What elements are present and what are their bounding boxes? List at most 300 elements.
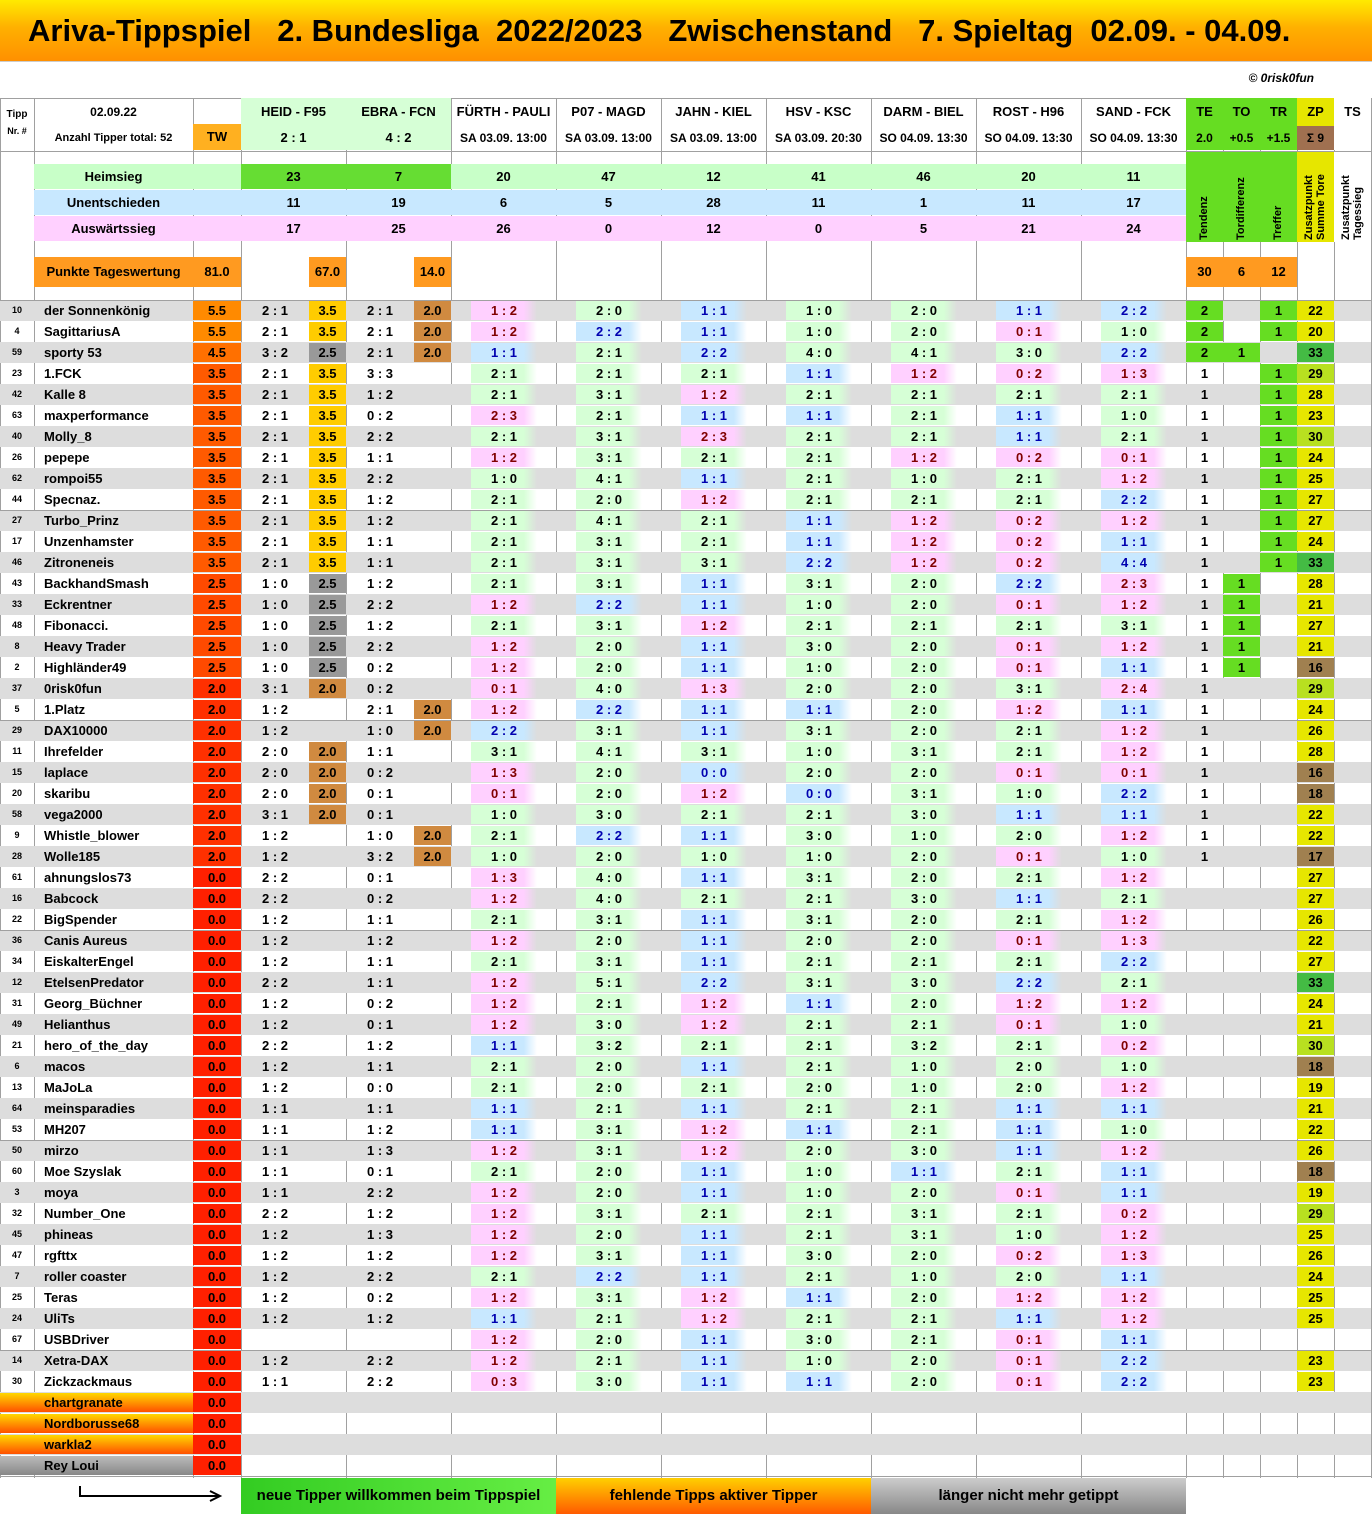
tipper-nr: 22 xyxy=(11,914,22,924)
tip: 1 : 1 xyxy=(1101,1183,1167,1202)
tip xyxy=(346,1414,414,1433)
tw-points: 3.5 xyxy=(193,385,241,404)
match-teams: EBRA - FCN xyxy=(346,98,451,126)
tip: 2 : 1 xyxy=(786,1225,852,1244)
tip: 1 : 1 xyxy=(366,1059,393,1074)
tipper-nr: 62 xyxy=(11,473,22,483)
te-points: 1 xyxy=(1200,387,1209,402)
tipper-name: chartgranate xyxy=(0,1393,193,1412)
tip: 1 : 2 xyxy=(1101,994,1167,1013)
tip: 1 : 1 xyxy=(681,322,747,341)
tip: 0 : 1 xyxy=(996,595,1062,614)
tw-points: 2.0 xyxy=(193,784,241,803)
table-row xyxy=(0,1098,1371,1119)
tip: 2 : 0 xyxy=(891,1246,957,1265)
table-row xyxy=(0,531,1371,552)
tip: 2 : 1 xyxy=(1101,427,1167,446)
stat-value: 20 xyxy=(976,164,1081,189)
zp-points: 22 xyxy=(1297,1120,1334,1139)
table-row xyxy=(0,1329,1371,1350)
tip: 0 : 1 xyxy=(366,1017,393,1032)
tip: 2 : 0 xyxy=(786,931,852,950)
tipper-name: Babcock xyxy=(44,891,99,906)
tipper-name: Wolle185 xyxy=(44,849,101,864)
tipper-nr: 36 xyxy=(11,935,22,945)
stat-value: 23 xyxy=(241,164,346,189)
tip: 1 : 1 xyxy=(471,1309,537,1328)
legend-inactive: länger nicht mehr getippt xyxy=(871,1478,1186,1514)
tip: 1 : 2 xyxy=(261,1227,288,1242)
tipper-nr: 27 xyxy=(11,515,22,525)
tip: 3 : 1 xyxy=(576,1141,642,1160)
tip: 1 : 2 xyxy=(471,1183,537,1202)
tip: 1 : 1 xyxy=(681,1099,747,1118)
zp-points: 29 xyxy=(1297,679,1334,698)
tipper-name: Georg_Büchner xyxy=(44,996,143,1011)
tw-points: 0.0 xyxy=(193,1246,241,1265)
tip: 1 : 2 xyxy=(366,1206,393,1221)
tip: 1 : 1 xyxy=(471,1120,537,1139)
tip: 1 : 2 xyxy=(1101,1309,1167,1328)
tw-points: 0.0 xyxy=(193,1456,241,1475)
tip: 1 : 1 xyxy=(681,952,747,971)
stat-value: 41 xyxy=(766,164,871,189)
tip: 4 : 1 xyxy=(576,511,642,530)
tip: 1 : 2 xyxy=(681,1141,747,1160)
tipper-nr: 6 xyxy=(14,1061,20,1071)
tip: 3 : 0 xyxy=(786,826,852,845)
tip xyxy=(346,1456,414,1475)
tw-header: TW xyxy=(193,124,241,150)
zp-points: 27 xyxy=(1297,868,1334,887)
tipper-name: macos xyxy=(44,1059,86,1074)
tip: 2 : 1 xyxy=(996,616,1062,635)
page-title: Ariva-Tippspiel 2. Bundesliga 2022/2023 Zwischenstand 7. Spieltag 02.09. - 04.09. xyxy=(0,0,1372,62)
tr-points: 1 xyxy=(1260,532,1297,551)
tip: 2 : 1 xyxy=(786,1204,852,1223)
tip: 1 : 1 xyxy=(681,637,747,656)
table-row xyxy=(0,762,1371,783)
tipper-name: hero_of_the_day xyxy=(44,1038,149,1053)
tip: 0 : 1 xyxy=(366,1164,393,1179)
tip: 2 : 1 xyxy=(996,1036,1062,1055)
tip: 2 : 1 xyxy=(471,1057,537,1076)
tip: 2 : 1 xyxy=(681,448,747,467)
tip: 1 : 2 xyxy=(471,1225,537,1244)
tip: 1 : 1 xyxy=(681,658,747,677)
zp-points: 20 xyxy=(1297,322,1334,341)
tip: 2 : 0 xyxy=(576,637,642,656)
tipper-nr: 9 xyxy=(14,830,20,840)
tipper-nr: 11 xyxy=(12,746,22,756)
tip: 1 : 1 xyxy=(681,301,747,320)
tip: 2 : 0 xyxy=(891,868,957,887)
te-points: 1 xyxy=(1200,513,1209,528)
zp-points: 21 xyxy=(1297,637,1334,656)
tip: 0 : 2 xyxy=(366,765,393,780)
tip: 1 : 0 xyxy=(891,826,957,845)
table-row xyxy=(0,888,1371,909)
tip: 0 : 2 xyxy=(366,891,393,906)
tip: 1 : 1 xyxy=(1101,658,1167,677)
tip: 2 : 2 xyxy=(1101,301,1167,320)
tipper-nr: 28 xyxy=(11,851,22,861)
table-row xyxy=(0,1413,1371,1434)
tip: 2 : 0 xyxy=(891,658,957,677)
tip: 1 : 0 xyxy=(786,1183,852,1202)
tip: 1 : 1 xyxy=(1101,1162,1167,1181)
stat-value: 26 xyxy=(451,216,556,241)
table-row xyxy=(0,468,1371,489)
tipper-nr: 34 xyxy=(11,956,22,966)
tw-points: 3.5 xyxy=(193,490,241,509)
tip: 3 : 0 xyxy=(891,973,957,992)
tip: 1 : 1 xyxy=(1101,1099,1167,1118)
tip: 1 : 2 xyxy=(261,1290,288,1305)
to-points: 1 xyxy=(1223,658,1260,677)
tip: 1 : 2 xyxy=(471,637,537,656)
tip: 0 : 2 xyxy=(1101,1036,1167,1055)
tip: 0 : 1 xyxy=(996,658,1062,677)
stat-value: 11 xyxy=(1081,164,1186,189)
tipper-nr: 16 xyxy=(11,893,22,903)
tip: 2 : 1 xyxy=(786,490,852,509)
tw-points: 2.0 xyxy=(193,700,241,719)
tipper-name: EiskalterEngel xyxy=(44,954,134,969)
tipper-nr: 30 xyxy=(11,1376,22,1386)
tip: 2 : 2 xyxy=(366,1353,393,1368)
tip: 1 : 2 xyxy=(681,1120,747,1139)
tw-points: 4.5 xyxy=(193,343,241,362)
stat-value: 1 xyxy=(871,190,976,215)
te-points: 1 xyxy=(1200,597,1209,612)
match-points: 3.5 xyxy=(309,469,346,488)
tip: 1 : 2 xyxy=(261,912,288,927)
tip: 1 : 1 xyxy=(681,1183,747,1202)
match-teams: P07 - MAGD xyxy=(571,104,646,119)
zp-points: 26 xyxy=(1297,910,1334,929)
match-points: 3.5 xyxy=(309,490,346,509)
tip: 0 : 2 xyxy=(1101,1204,1167,1223)
tw-points: 0.0 xyxy=(193,1057,241,1076)
tip: 2 : 1 xyxy=(786,952,852,971)
tipper-nr: 23 xyxy=(11,368,22,378)
zp-points: 28 xyxy=(1297,742,1334,761)
match-points: 2.0 xyxy=(309,763,346,782)
tip: 1 : 2 xyxy=(261,933,288,948)
tip: 3 : 0 xyxy=(786,1246,852,1265)
tip: 2 : 1 xyxy=(996,490,1062,509)
zp-points: 26 xyxy=(1297,1141,1334,1160)
tipper-nr: 53 xyxy=(11,1124,22,1134)
table-row xyxy=(0,657,1371,678)
match-points: 2.0 xyxy=(414,847,451,866)
tip: 1 : 2 xyxy=(681,1309,747,1328)
table-row xyxy=(0,720,1371,741)
zp-points: 19 xyxy=(1297,1078,1334,1097)
tipper-nr: 17 xyxy=(11,536,22,546)
tip: 2 : 2 xyxy=(471,721,537,740)
tip: 1 : 2 xyxy=(1101,1288,1167,1307)
table-row xyxy=(0,1371,1371,1392)
tip: 1 : 2 xyxy=(1101,637,1167,656)
tipper-name: Specnaz. xyxy=(44,492,101,507)
tip: 2 : 3 xyxy=(471,406,537,425)
vertical-label: Tordifferenz xyxy=(1235,177,1247,240)
tw-points: 0.0 xyxy=(193,973,241,992)
tw-points: 0.0 xyxy=(193,910,241,929)
tip: 1 : 2 xyxy=(366,618,393,633)
tip: 2 : 2 xyxy=(261,1038,288,1053)
table-row xyxy=(0,909,1371,930)
tipper-name: Unzenhamster xyxy=(44,534,134,549)
te-points: 1 xyxy=(1200,849,1209,864)
tip: 1 : 1 xyxy=(681,595,747,614)
tip xyxy=(241,1393,309,1412)
match-points: 2.0 xyxy=(414,301,451,320)
tip: 1 : 0 xyxy=(1101,406,1167,425)
zp-points: 16 xyxy=(1297,763,1334,782)
stat-value: 12 xyxy=(661,164,766,189)
tip: 0 : 1 xyxy=(996,763,1062,782)
standings-table xyxy=(0,98,1371,1514)
table-row xyxy=(0,993,1371,1014)
tip: 2 : 1 xyxy=(471,1078,537,1097)
tip: 2 : 0 xyxy=(576,1225,642,1244)
tip: 2 : 2 xyxy=(366,429,393,444)
tip: 1 : 2 xyxy=(471,595,537,614)
match-teams: SAND - FCK xyxy=(1095,104,1172,119)
table-row xyxy=(0,867,1371,888)
tip: 1 : 0 xyxy=(366,723,393,738)
tip: 2 : 1 xyxy=(891,1120,957,1139)
tip: 2 : 1 xyxy=(261,471,288,486)
tip: 1 : 2 xyxy=(996,1288,1062,1307)
tip: 1 : 1 xyxy=(366,555,393,570)
zp-points: 19 xyxy=(1297,1183,1334,1202)
tip xyxy=(241,1414,309,1433)
tip: 0 : 1 xyxy=(996,1351,1062,1370)
match-points: 2.0 xyxy=(414,700,451,719)
stat-value: 28 xyxy=(661,190,766,215)
tip: 2 : 1 xyxy=(261,303,288,318)
tip: 2 : 4 xyxy=(1101,679,1167,698)
table-row xyxy=(0,615,1371,636)
tip: 3 : 1 xyxy=(891,1225,957,1244)
tip: 2 : 0 xyxy=(891,1183,957,1202)
tip: 1 : 2 xyxy=(891,448,957,467)
tip: 2 : 2 xyxy=(261,975,288,990)
tip: 1 : 2 xyxy=(471,931,537,950)
tip: 2 : 1 xyxy=(261,534,288,549)
tip: 2 : 1 xyxy=(471,385,537,404)
tw-points: 0.0 xyxy=(193,889,241,908)
to-points: 1 xyxy=(1223,574,1260,593)
tipper-name: SagittariusA xyxy=(44,324,121,339)
tip: 2 : 0 xyxy=(891,994,957,1013)
punkte-te: 30 xyxy=(1186,257,1223,287)
tip: 2 : 1 xyxy=(471,1162,537,1181)
stat-value: 0 xyxy=(556,216,661,241)
tip: 1 : 0 xyxy=(261,576,288,591)
tip: 1 : 1 xyxy=(366,450,393,465)
tip: 1 : 1 xyxy=(681,1372,747,1391)
zp-points: 30 xyxy=(1297,1036,1334,1055)
tip: 1 : 1 xyxy=(261,1122,288,1137)
tip: 1 : 0 xyxy=(681,847,747,866)
stat-value: 11 xyxy=(976,190,1081,215)
tip: 1 : 2 xyxy=(1101,1078,1167,1097)
tip: 2 : 1 xyxy=(786,616,852,635)
tip: 2 : 0 xyxy=(576,1330,642,1349)
tipper-name: Molly_8 xyxy=(44,429,92,444)
te-points: 1 xyxy=(1200,765,1209,780)
match-points: 3.5 xyxy=(309,406,346,425)
tip: 2 : 0 xyxy=(786,679,852,698)
tip: 1 : 1 xyxy=(366,1101,393,1116)
tip: 1 : 1 xyxy=(681,1057,747,1076)
legend-missing: fehlende Tipps aktiver Tipper xyxy=(556,1478,871,1514)
stat-label: Auswärtssieg xyxy=(34,216,193,241)
stat-value: 20 xyxy=(451,164,556,189)
match-info: SO 04.09. 13:30 xyxy=(1089,131,1178,145)
tip: 1 : 1 xyxy=(681,910,747,929)
tip: 2 : 1 xyxy=(996,742,1062,761)
tipper-name: Zickzackmaus xyxy=(44,1374,133,1389)
tip: 2 : 1 xyxy=(891,952,957,971)
tip: 0 : 1 xyxy=(996,1183,1062,1202)
stat-value: 7 xyxy=(346,164,451,189)
tip: 2 : 1 xyxy=(471,910,537,929)
match-info: SA 03.09. 20:30 xyxy=(775,131,862,145)
tip: 1 : 2 xyxy=(261,954,288,969)
tw-points: 3.5 xyxy=(193,532,241,551)
tip: 0 : 2 xyxy=(996,364,1062,383)
tip: 1 : 2 xyxy=(1101,595,1167,614)
zp-points: 25 xyxy=(1297,1288,1334,1307)
tipper-nr: 31 xyxy=(11,998,22,1008)
tipper-name: BackhandSmash xyxy=(44,576,149,591)
tip: 1 : 3 xyxy=(1101,364,1167,383)
tip: 1 : 3 xyxy=(471,868,537,887)
tip: 1 : 1 xyxy=(786,700,852,719)
zp-points: 28 xyxy=(1297,385,1334,404)
tip: 3 : 0 xyxy=(891,889,957,908)
tip: 1 : 1 xyxy=(996,406,1062,425)
tw-points: 2.5 xyxy=(193,658,241,677)
tip: 3 : 1 xyxy=(891,1204,957,1223)
tipper-nr: 64 xyxy=(11,1103,22,1113)
zp-points: 29 xyxy=(1297,364,1334,383)
tip: 1 : 2 xyxy=(471,322,537,341)
tip: 1 : 2 xyxy=(1101,1225,1167,1244)
tip: 0 : 2 xyxy=(366,996,393,1011)
match-info: SA 03.09. 13:00 xyxy=(670,131,757,145)
tip: 3 : 1 xyxy=(576,910,642,929)
match-info: SA 03.09. 13:00 xyxy=(460,131,547,145)
te-points: 1 xyxy=(1200,555,1209,570)
stat-label: Heimsieg xyxy=(34,164,193,189)
te-points: 2 xyxy=(1186,322,1223,341)
tip xyxy=(346,1435,414,1454)
tipper-nr: 47 xyxy=(11,1250,22,1260)
tip: 0 : 1 xyxy=(996,322,1062,341)
tip: 2 : 1 xyxy=(681,1078,747,1097)
tip: 2 : 0 xyxy=(891,301,957,320)
table-row xyxy=(0,1182,1371,1203)
tip: 0 : 1 xyxy=(996,637,1062,656)
stat-value: 21 xyxy=(976,216,1081,241)
nr-label: Nr. # xyxy=(7,126,27,136)
tipper-nr: 33 xyxy=(11,599,22,609)
tip: 3 : 1 xyxy=(471,742,537,761)
tip: 1 : 2 xyxy=(366,1311,393,1326)
tw-points: 3.5 xyxy=(193,553,241,572)
tip: 3 : 1 xyxy=(576,427,642,446)
tip: 1 : 2 xyxy=(366,513,393,528)
tip: 0 : 1 xyxy=(996,1330,1062,1349)
tipper-name: Turbo_Prinz xyxy=(44,513,119,528)
tw-points: 0.0 xyxy=(193,1414,241,1433)
tip: 2 : 1 xyxy=(891,385,957,404)
table-row xyxy=(0,804,1371,825)
tip: 4 : 1 xyxy=(576,742,642,761)
tip: 1 : 2 xyxy=(261,1269,288,1284)
tipper-name: Helianthus xyxy=(44,1017,111,1032)
match-points: 2.0 xyxy=(414,826,451,845)
tipper-name: UliTs xyxy=(44,1311,75,1326)
tip: 2 : 1 xyxy=(471,511,537,530)
tip: 1 : 2 xyxy=(1101,469,1167,488)
zp-points: 33 xyxy=(1297,973,1334,992)
punkte-m2: 14.0 xyxy=(414,257,451,287)
tip: 4 : 0 xyxy=(786,343,852,362)
tip: 3 : 1 xyxy=(576,385,642,404)
zp-points: 25 xyxy=(1297,469,1334,488)
te-points: 1 xyxy=(1200,702,1209,717)
match-info: SO 04.09. 13:30 xyxy=(984,131,1073,145)
tipper-name: MaJoLa xyxy=(44,1080,93,1095)
tip: 2 : 1 xyxy=(1101,973,1167,992)
tip: 2 : 1 xyxy=(576,1309,642,1328)
tip: 1 : 2 xyxy=(261,1353,288,1368)
tip: 3 : 1 xyxy=(576,553,642,572)
tip: 1 : 1 xyxy=(681,574,747,593)
tipper-name: Fibonacci. xyxy=(44,618,109,633)
tipper-name: vega2000 xyxy=(44,807,103,822)
tip: 0 : 2 xyxy=(366,660,393,675)
punkte-m1: 67.0 xyxy=(309,257,346,287)
zp-points: 24 xyxy=(1297,994,1334,1013)
tr-header: TR xyxy=(1260,98,1297,126)
zp-points: 24 xyxy=(1297,532,1334,551)
tr-points: 1 xyxy=(1260,553,1297,572)
table-row xyxy=(0,363,1371,384)
tip: 5 : 1 xyxy=(576,973,642,992)
tipper-nr: 14 xyxy=(11,1355,22,1365)
tw-points: 2.0 xyxy=(193,763,241,782)
tip: 1 : 1 xyxy=(681,931,747,950)
tip: 2 : 0 xyxy=(576,847,642,866)
tip: 2 : 1 xyxy=(261,366,288,381)
tip: 1 : 0 xyxy=(1101,322,1167,341)
tip: 1 : 2 xyxy=(261,702,288,717)
grid-line xyxy=(0,151,1371,152)
stat-value: 47 xyxy=(556,164,661,189)
tipper-nr: 12 xyxy=(11,977,22,987)
stat-gap xyxy=(193,164,241,189)
tip: 2 : 1 xyxy=(1101,385,1167,404)
